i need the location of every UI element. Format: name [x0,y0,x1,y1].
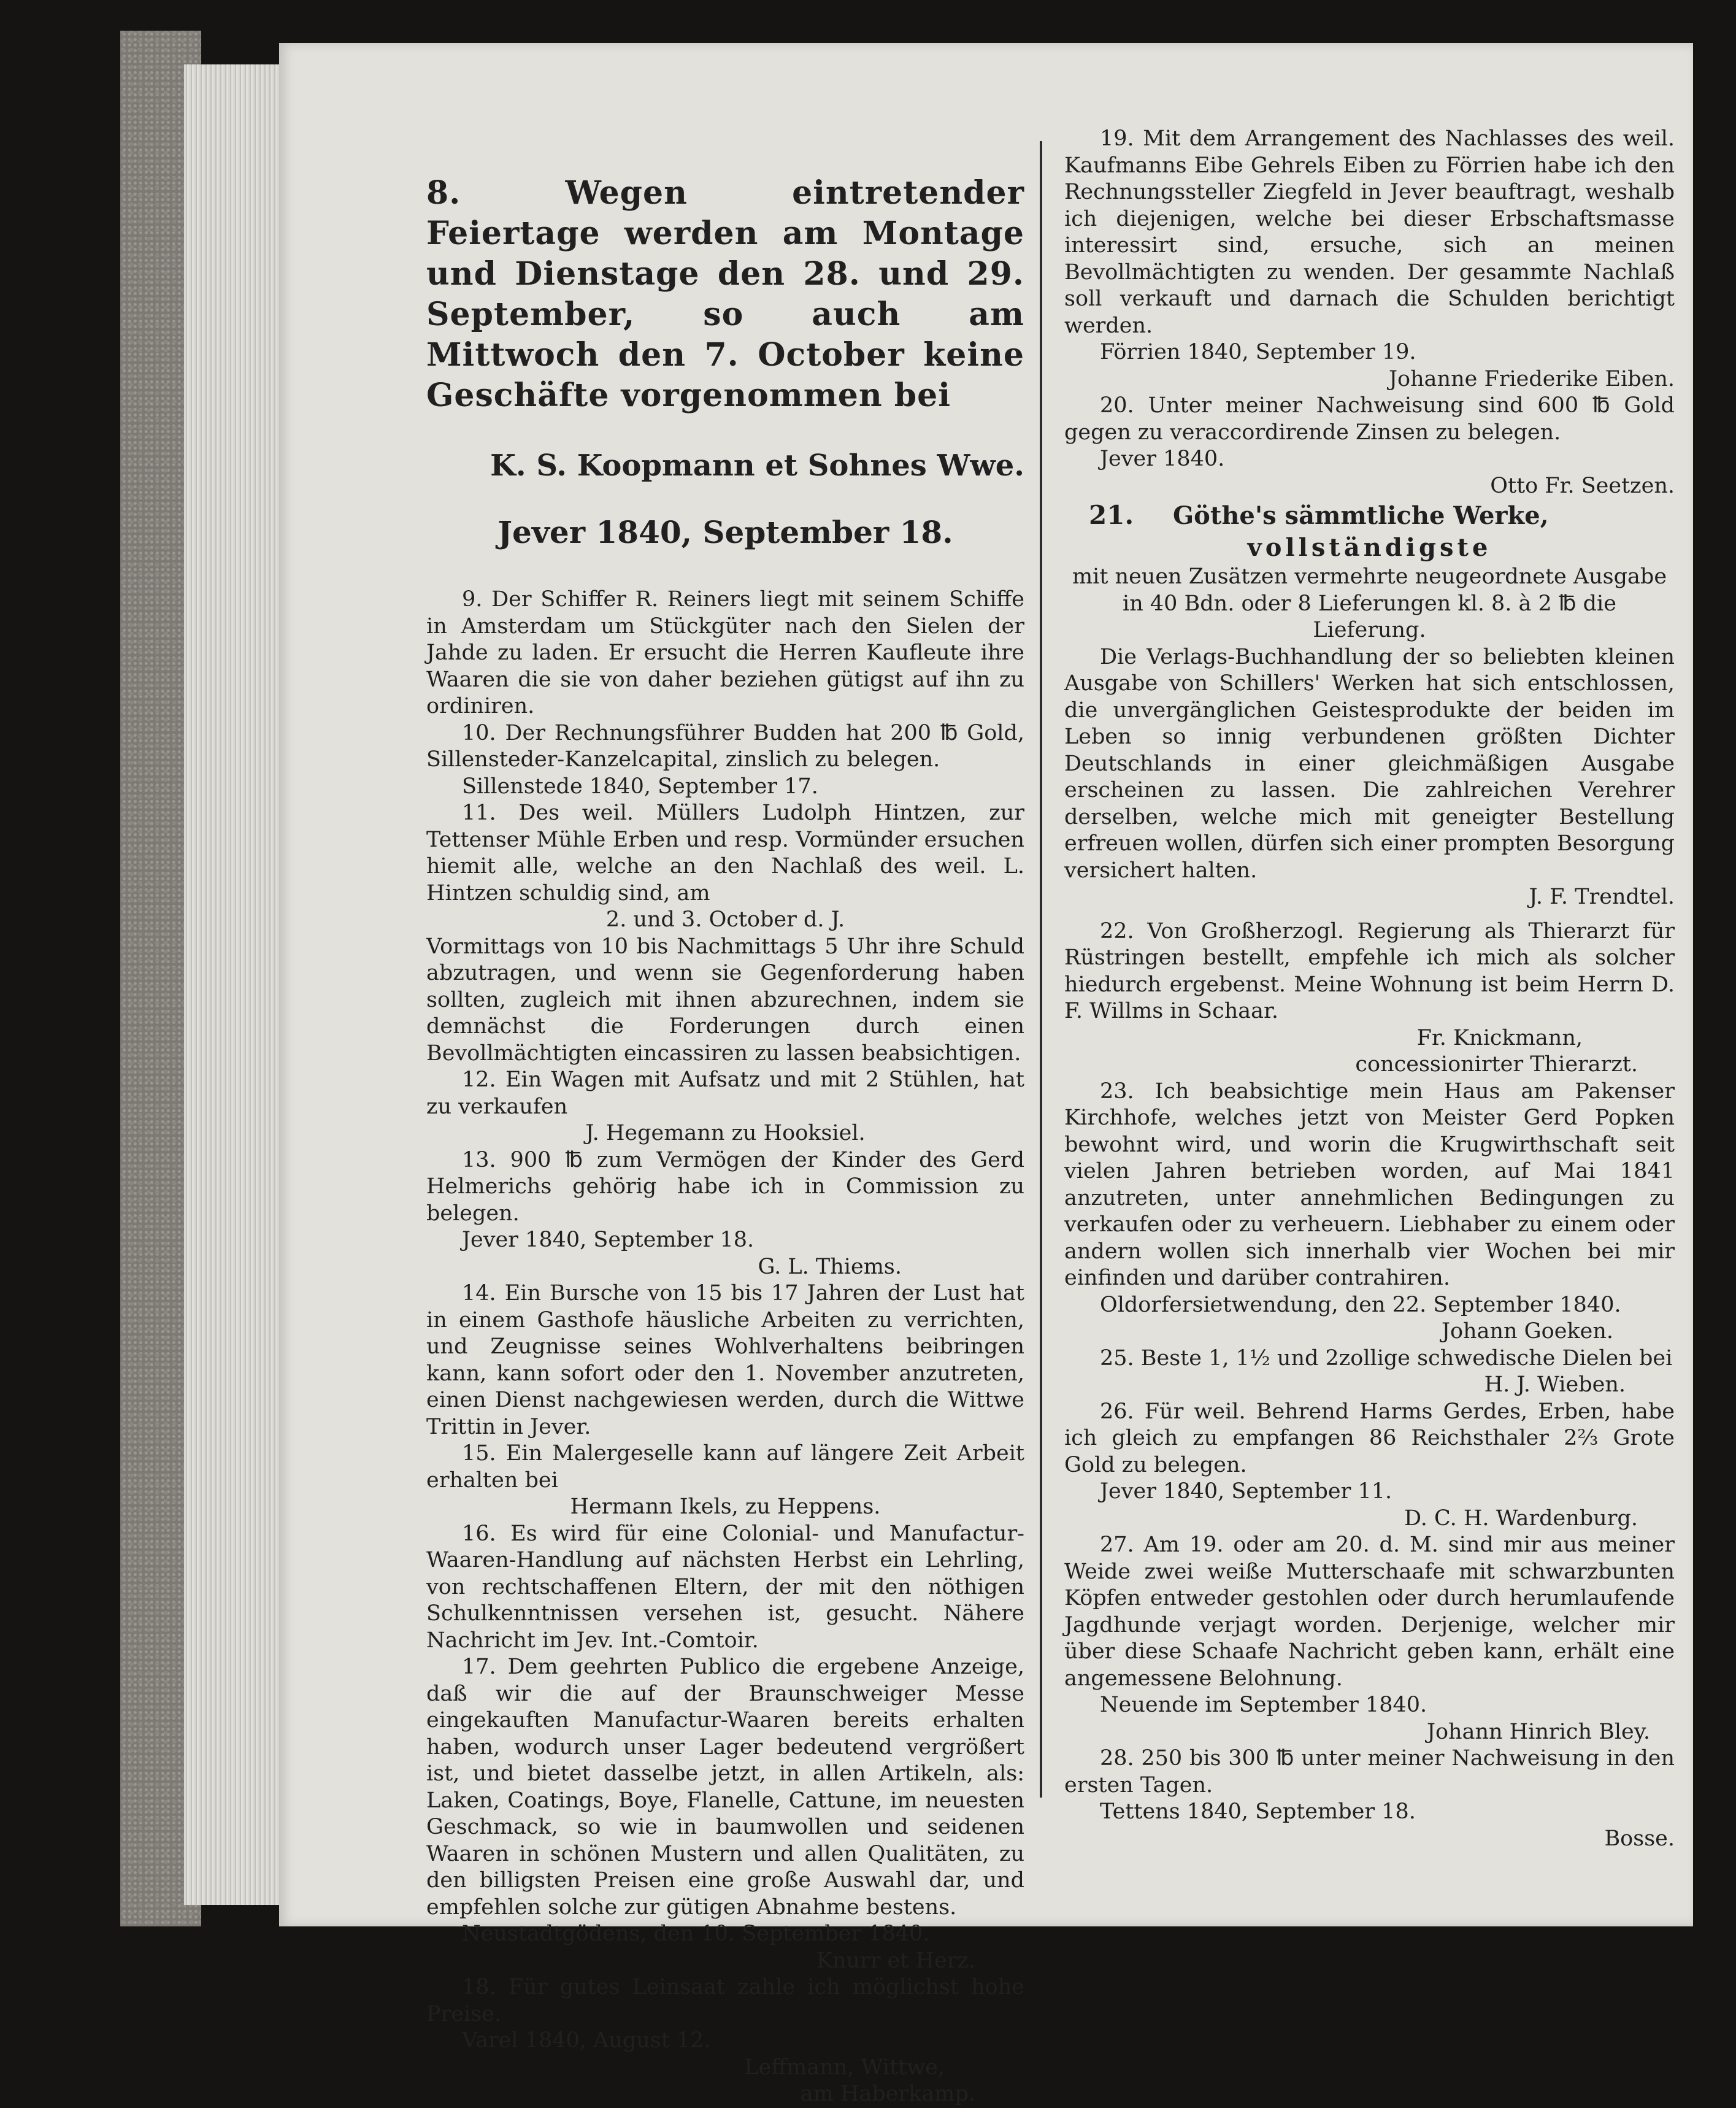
right-column [1064,126,1675,1852]
column-rule [1040,141,1042,1798]
ad-26-sig: D. C. H. Wardenburg. [1404,1506,1638,1531]
ad-18-sig2: am Haberkamp. [800,2082,975,2106]
ad-28-date: Tettens 1840, September 18. [1100,1799,1416,1824]
ad-8 [426,173,1024,551]
ad-16-text: 16. Es wird für eine Colonial- und Manufactur-Waaren-Handlung auf nächsten Herbst ein Lehrling, von rechtschaffenen Eltern, der mit den nöthigen Schulkenntnissen versehen ist, gesucht. Nähere Nachricht im Jev. Int.-Comtoir. [426,1521,1024,1653]
ad-17-date: Neustadtgödens, den 10. September 1840. [462,1921,930,1946]
ad-13-date: Jever 1840, September 18. [462,1228,755,1252]
ad-9 [426,587,1024,720]
ad-10-date: Sillenstede 1840, September 17. [462,774,818,799]
ad-22-sig2: concessionirter Thierarzt. [1355,1052,1638,1077]
ad-21-line2: mit neuen Zusätzen vermehrte neugeordnete Ausgabe [1072,564,1667,589]
newspaper-page [279,43,1693,2106]
ad-15-text: 15. Ein Malergeselle kann auf längere Zeit Arbeit erhalten bei [426,1441,1024,1493]
ad-20-sig: Otto Fr. Seetzen. [1490,473,1675,498]
ad-27-sig: Johann Hinrich Bley. [1426,1719,1650,1744]
ad-27 [1064,1532,1675,1745]
ad-18-text: 18. Für gutes Leinsaat zahle ich möglichst hohe Preise. [426,1975,1024,2026]
ad-14-text: 14. Ein Bursche von 15 bis 17 Jahren der Lust hat in einem Gasthofe häusliche Arbeiten zu verrichten, und Zeugnisse seines Wohlverhaltens beibringen kann, kann sofort oder den 1. November anzutreten, einen Dienst nachgewiesen werden, durch die Wittwe Trittin in Jever. [426,1281,1024,1439]
ad-20-text: 20. Unter meiner Nachweisung sind 600 ℔ Gold gegen zu veraccordirende Zinsen zu belegen. [1064,393,1675,445]
ad-20 [1064,393,1675,499]
ad-17-sig: Knurr et Herz. [816,1948,975,1973]
ad-22-sig1: Fr. Knickmann, [1416,1025,1583,1050]
ad-13 [426,1147,1024,1281]
ad-11-text: 11. Des weil. Müllers Ludolph Hintzen, zur Tettenser Mühle Erben und resp. Vormünder ersuchen hiemit alle, welche an den Nachlaß des weil. L. Hintzen schuldig sind, am [426,801,1024,906]
ad-18-date: Varel 1840, August 12. [462,2028,711,2053]
ad-21-title: Göthe's sämmtliche Werke, [1173,501,1549,530]
ad-19-sig: Johanne Friederike Eiben. [1389,366,1675,391]
ad-23-date: Oldorfersietwendung, den 22. September 1840. [1100,1292,1621,1317]
ad-11 [426,800,1024,1067]
ad-26-date: Jever 1840, September 11. [1100,1479,1392,1504]
page-edges [184,64,283,1905]
ad-9-text: 9. Der Schiffer R. Reiners liegt mit seinem Schiffe in Amsterdam um Stückgüter nach den Sielen der Jahde zu laden. Er ersucht die Herren Kaufleute ihre Waaren die sie von daher beziehen gütigst auf ihn zu ordiniren. [426,587,1024,718]
ad-13-text: 13. 900 ℔ zum Vermögen der Kinder des Gerd Helmerichs gehörig habe ich in Commission zu belegen. [426,1147,1024,1226]
ad-10 [426,720,1024,801]
ad-26 [1064,1399,1675,1533]
ad-28-text: 28. 250 bis 300 ℔ unter meiner Nachweisung in den ersten Tagen. [1064,1746,1675,1798]
ad-28 [1064,1745,1675,1852]
ad-12-text: 12. Ein Wagen mit Aufsatz und mit 2 Stühlen, hat zu verkaufen [426,1067,1024,1119]
ad-27-date: Neuende im September 1840. [1100,1693,1427,1717]
ad-11-when: 2. und 3. October d. J. [605,907,845,932]
ad-15-sig: Hermann Ikels, zu Heppens. [570,1494,881,1519]
ad-17 [426,1654,1024,1974]
ad-26-text: 26. Für weil. Behrend Harms Gerdes, Erben, habe ich gleich zu empfangen 86 Reichsthaler 2⅔ Grote Gold zu belegen. [1064,1399,1675,1477]
ad-11-text2: Vormittags von 10 bis Nachmittags 5 Uhr ihre Schuld abzutragen, und wenn sie Gegenforderung haben sollten, zugleich mit ihnen abzurechnen, indem sie demnächst die Forderungen durch einen Bevollmächtigten eincassiren zu lassen beabsichtigen. [426,934,1024,1066]
ad-25-sig: H. J. Wieben. [1484,1372,1626,1397]
ad-25 [1064,1345,1675,1399]
ad-19 [1064,126,1675,393]
ad-8-date: Jever 1840, September 18. [497,514,953,550]
ad-16 [426,1521,1024,1655]
ad-22-text: 22. Von Großherzogl. Regierung als Thierarzt für Rüstringen bestellt, empfehle ich mich als solcher hiedurch ergebenst. Meine Wohnung ist beim Herrn D. F. Willms in Schaar. [1064,918,1675,1023]
ad-21-line3: in 40 Bdn. oder 8 Lieferungen kl. 8. à 2 ℔ die Lieferung. [1123,591,1616,642]
ad-23 [1064,1079,1675,1345]
ad-17-text: 17. Dem geehrten Publico die ergebene Anzeige, daß wir die auf der Braunschweiger Messe eingekauften Manufactur-Waaren bereits erhalten haben, wodurch unser Lager bedeutend vergrößert ist, und bietet dasselbe jetzt, in allen Artikeln, als: Laken, Coatings, Boye, Flanelle, Cattune, im neuesten Geschmack, so wie in baumwollen und seidenen Waaren in schönen Mustern und allen Qualitäten, zu den billigsten Preisen eine große Auswahl dar, und empfehlen solche zur gütigen Abnahme bestens. [426,1655,1024,1920]
ad-18-sig1: Leffmann, Wittwe, [744,2055,945,2080]
left-column [426,141,1024,2108]
ad-10-text: 10. Der Rechnungsführer Budden hat 200 ℔ Gold, Sillensteder-Kanzelcapital, zinslich zu belegen. [426,720,1024,772]
ad-23-sig: Johann Goeken. [1441,1319,1613,1344]
ad-19-text: 19. Mit dem Arrangement des Nachlasses des weil. Kaufmanns Eibe Gehrels Eiben zu Förrien habe ich den Rechnungssteller Ziegfeld in Jever beauftragt, weshalb ich diejenigen, welche bei dieser Erbschaftsmasse interessirt sind, ersuche, sich an meinen Bevollmächtigten zu wenden. Der gesammte Nachlaß soll verkauft und darnach die Schulden berichtigt werden. [1064,126,1675,338]
ad-22 [1064,918,1675,1079]
ad-21-text: Die Verlags-Buchhandlung der so beliebten kleinen Ausgabe von Schillers' Werken hat sich entschlossen, die unvergänglichen Geistesprodukte der beiden im Leben so innig verbundenen größten Dichter Deutschlands in einer gleichmäßigen Ausgabe erscheinen zu lassen. Die zahlreichen Verehrer derselben, welche mich mit geneigter Bestellung erfreuen wollen, dürfen sich einer prompten Besorgung versichert halten. [1064,644,1675,883]
ad-27-text: 27. Am 19. oder am 20. d. M. sind mir aus meiner Weide zwei weiße Mutterschaafe mit schwarzbunten Köpfen entweder gestohlen oder durch herumlaufende Jagdhunde verjagt worden. Derjenige, welcher mir über diese Schaafe Nachricht geben kann, erhält eine angemessene Belohnung. [1064,1533,1675,1691]
ad-21 [1064,499,1675,911]
ad-15 [426,1441,1024,1521]
ad-8-firm: K. S. Koopmann et Sohnes Wwe. [490,448,1024,483]
ad-23-text: 23. Ich beabsichtige mein Haus am Pakenser Kirchhofe, welches jetzt von Meister Gerd Popken bewohnt wird, und worin die Krugwirthschaft seit vielen Jahren betrieben worden, auf Mai 1841 anzutreten, unter annehmlichen Bedingungen zu verkaufen oder zu verheuern. Liebhaber zu einem oder andern wollen sich innerhalb vier Wochen bei mir einfinden und darüber contrahiren. [1064,1079,1675,1290]
ad-20-date: Jever 1840. [1100,447,1225,471]
ad-13-sig: G. L. Thiems. [758,1254,902,1279]
ad-12 [426,1067,1024,1147]
ad-18 [426,1974,1024,2108]
ad-28-sig: Bosse. [1604,1826,1675,1851]
ad-21-sig: J. F. Trendtel. [1529,885,1675,909]
ad-25-text: 25. Beste 1, 1½ und 2zollige schwedische Dielen bei [1100,1345,1673,1371]
ad-8-text: 8. Wegen eintretender Feiertage werden am Montage und Dienstage den 28. und 29. September, so auch am Mittwoch den 7. October keine Geschäfte vorgenommen bei [426,174,1024,414]
ad-14 [426,1280,1024,1441]
ad-21-subtitle: vollständigste [1247,533,1492,562]
ad-12-sig: J. Hegemann zu Hooksiel. [585,1121,866,1145]
ad-21-number: 21. [1089,500,1134,530]
ad-19-date: Förrien 1840, September 19. [1100,340,1416,364]
